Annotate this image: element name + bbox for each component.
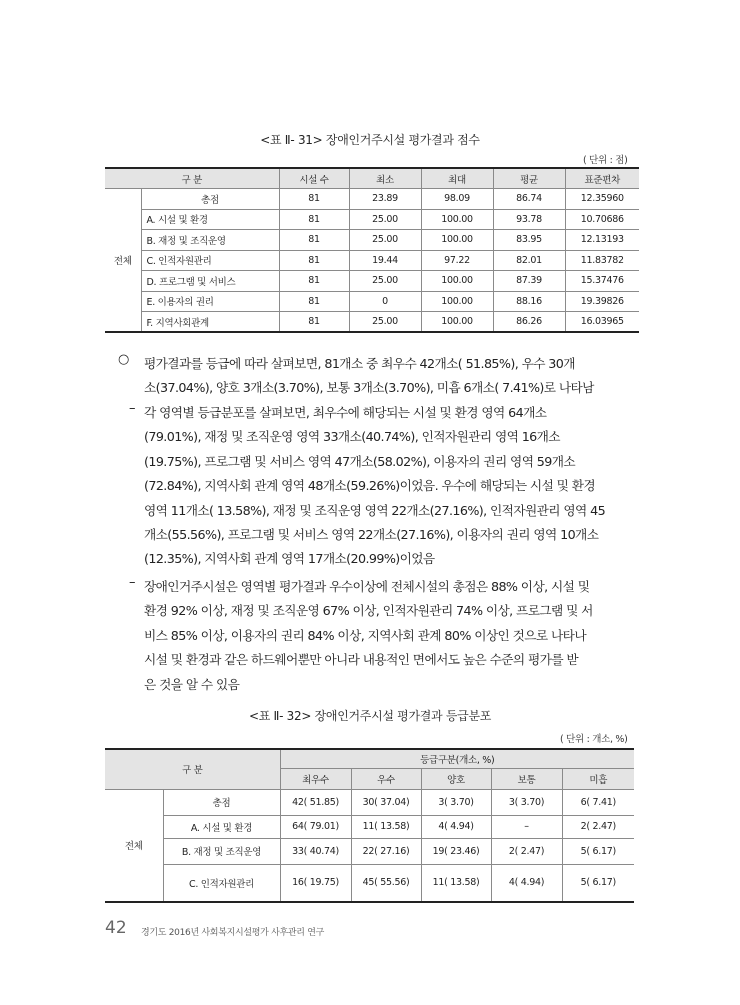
cell-min: 25.00 [349,230,421,251]
table1-caption: <표 Ⅱ- 31> 장애인거주시설 평가결과 점수 [260,133,480,147]
header-avg: 평균 [493,168,565,189]
cell-grade-value: 2( 2.47) [562,815,634,838]
table-row [105,271,639,292]
cell-grade-value: 5( 6.17) [562,864,634,902]
table-row [105,838,634,864]
cell-sd: 10.70686 [565,209,639,230]
table2-unit: ( 단위 : 개소, %) [560,734,628,745]
cell-max: 100.00 [421,312,493,333]
cell-min: 25.00 [349,312,421,333]
table-row [105,250,639,271]
cell-grade-value: 11( 13.58) [351,815,421,838]
row-label: A. 시설 및 환경 [141,209,279,230]
cell-avg: 86.26 [493,312,565,333]
cell-min: 23.89 [349,189,421,210]
cell-grade-value: 42( 51.85) [280,789,351,815]
header-grade: 최우수 [280,768,351,789]
cell-avg: 93.78 [493,209,565,230]
cell-grade-value: 11( 13.58) [421,864,491,902]
header-min: 최소 [349,168,421,189]
row-label: F. 지역사회관계 [141,312,279,333]
cell-grade-value: – [491,815,562,838]
table-row [105,230,639,251]
header-max: 최대 [421,168,493,189]
cell-grade-value: 3( 3.70) [491,789,562,815]
cell-count: 81 [279,271,349,292]
group-label: 전체 [105,789,163,902]
text-line: 환경 92% 이상, 재정 및 조직운영 67% 이상, 인적자원관리 74% 이상, 프로그램 및 서 [144,603,593,619]
text-line: 평가결과를 등급에 따라 살펴보면, 81개소 중 최우수 42개소( 51.85%), 우수 30개 [144,356,575,371]
footer-title: 경기도 2016년 사회복지시설평가 사후관리 연구 [141,928,325,938]
text-line: 장애인거주시설은 영역별 평가결과 우수이상에 전체시설의 총점은 88% 이상, 시설 및 [144,579,590,594]
cell-sd: 12.13193 [565,230,639,251]
dash-bullet-1: – [129,401,136,416]
cell-min: 25.00 [349,271,421,292]
cell-avg: 87.39 [493,271,565,292]
header-grade-group: 등급구분(개소, %) [280,749,634,768]
table-row [105,312,639,333]
cell-avg: 83.95 [493,230,565,251]
cell-sd: 16.03965 [565,312,639,333]
row-label: D. 프로그램 및 서비스 [141,271,279,292]
text-line: 각 영역별 등급분포를 살펴보면, 최우수에 해당되는 시설 및 환경 영역 64개소 [144,405,547,420]
header-count: 시설 수 [279,168,349,189]
cell-grade-value: 22( 27.16) [351,838,421,864]
cell-sd: 15.37476 [565,271,639,292]
cell-count: 81 [279,250,349,271]
cell-grade-value: 19( 23.46) [421,838,491,864]
cell-avg: 86.74 [493,189,565,210]
table2-header-row-1 [105,749,634,768]
header-grade: 미흡 [562,768,634,789]
row-label: C. 인적자원관리 [163,864,280,902]
cell-grade-value: 2( 2.47) [491,838,562,864]
table1-unit: ( 단위 : 점) [583,155,628,166]
cell-min: 19.44 [349,250,421,271]
cell-grade-value: 5( 6.17) [562,838,634,864]
cell-max: 100.00 [421,271,493,292]
text-line: 은 것을 알 수 있음 [144,676,240,692]
cell-min: 0 [349,291,421,312]
text-line: 소(37.04%), 양호 3개소(3.70%), 보통 3개소(3.70%), 미흡 6개소( 7.41%)로 나타남 [144,380,594,396]
cell-grade-value: 64( 79.01) [280,815,351,838]
cell-avg: 88.16 [493,291,565,312]
cell-max: 100.00 [421,230,493,251]
text-line: (19.75%), 프로그램 및 서비스 영역 47개소(58.02%), 이용자의 권리 영역 59개소 [144,453,576,469]
table-row [105,189,639,210]
cell-max: 97.22 [421,250,493,271]
score-table [105,167,639,333]
group-label: 전체 [105,189,141,333]
cell-grade-value: 6( 7.41) [562,789,634,815]
row-label: E. 이용자의 권리 [141,291,279,312]
dash-bullet-2: – [129,575,136,590]
grade-table [105,748,634,903]
cell-grade-value: 33( 40.74) [280,838,351,864]
table2-caption: <표 Ⅱ- 32> 장애인거주시설 평가결과 등급분포 [248,709,492,723]
cell-grade-value: 16( 19.75) [280,864,351,902]
row-label: B. 재정 및 조직운영 [163,838,280,864]
cell-sd: 12.35960 [565,189,639,210]
table-row [105,789,634,815]
text-line: (79.01%), 재정 및 조직운영 영역 33개소(40.74%), 인적자원관리 영역 16개소 [144,429,560,445]
cell-count: 81 [279,209,349,230]
cell-sd: 19.39826 [565,291,639,312]
table-row [105,815,634,838]
header-sd: 표준편차 [565,168,639,189]
text-line: (72.84%), 지역사회 관계 영역 48개소(59.26%)이었음. 우수에 해당되는 시설 및 환경 [144,478,596,494]
cell-count: 81 [279,312,349,333]
row-label: A. 시설 및 환경 [163,815,280,838]
text-line: 비스 85% 이상, 이용자의 권리 84% 이상, 지역사회 관계 80% 이상인 것으로 나타나 [144,627,586,643]
table-row [105,291,639,312]
table-row [105,209,639,230]
cell-sd: 11.83782 [565,250,639,271]
cell-grade-value: 45( 55.56) [351,864,421,902]
cell-avg: 82.01 [493,250,565,271]
header-category: 구 분 [105,749,280,789]
cell-count: 81 [279,189,349,210]
cell-grade-value: 4( 4.94) [491,864,562,902]
header-grade: 우수 [351,768,421,789]
cell-min: 25.00 [349,209,421,230]
text-line: (12.35%), 지역사회 관계 영역 17개소(20.99%)이었음 [144,551,435,567]
table-row [105,864,634,902]
row-label: C. 인적자원관리 [141,250,279,271]
cell-count: 81 [279,230,349,251]
header-grade: 보통 [491,768,562,789]
table1-header-row [105,168,639,189]
text-line: 시설 및 환경과 같은 하드웨어뿐만 아니라 내용적인 면에서도 높은 수준의 평가를 받 [144,652,579,668]
text-line: 개소(55.56%), 프로그램 및 서비스 영역 22개소(27.16%), 이용자의 권리 영역 10개소 [144,527,599,542]
text-line: 영역 11개소( 13.58%), 재정 및 조직운영 영역 22개소(27.16%), 인적자원관리 영역 45 [144,502,606,518]
cell-max: 100.00 [421,291,493,312]
row-label: 총점 [163,789,280,815]
header-grade: 양호 [421,768,491,789]
page-number: 42 [105,918,127,938]
cell-max: 98.09 [421,189,493,210]
cell-max: 100.00 [421,209,493,230]
bullet-circle: ○ [118,352,130,367]
row-label: B. 재정 및 조직운영 [141,230,279,251]
row-label: 총점 [141,189,279,210]
cell-grade-value: 4( 4.94) [421,815,491,838]
header-category: 구 분 [105,168,279,189]
cell-count: 81 [279,291,349,312]
cell-grade-value: 3( 3.70) [421,789,491,815]
cell-grade-value: 30( 37.04) [351,789,421,815]
